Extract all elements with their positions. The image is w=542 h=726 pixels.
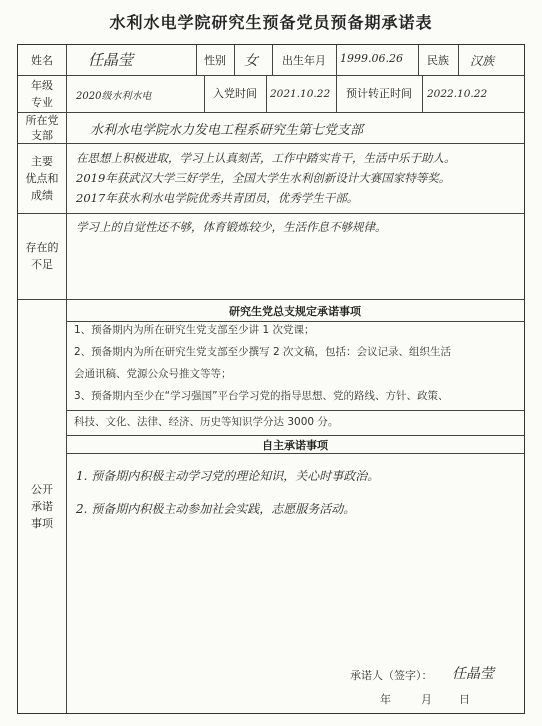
general-item: 2、预备期内为所在研究生党支部至少撰写 2 次文稿，包括：会议记录、组织生活 [74,346,452,358]
form-title: 水利水电学院研究生预备党员预备期承诺表 [109,13,433,32]
ethnic-label: 民族 [427,53,449,67]
strengths-label-line2: 优点和 [25,171,59,185]
strengths-label-line1: 主要 [31,154,53,168]
general-item: 3、预备期内至少在“学习强国”平台学习党的指导思想、党的路线、方针、政策、 [74,390,449,402]
grade-label-line2: 专业 [31,95,53,109]
gender-label: 性别 [204,53,226,67]
name-value: 任晶莹 [88,51,134,69]
general-item: 科技、文化、法律、经济、历史等知识学分达 3000 分。 [74,416,339,428]
self-commitments-header [66,435,524,453]
signer-label: 承诺人（签字）： [350,669,433,682]
weakness-label-line2: 不足 [31,258,53,271]
strengths-line: 在思想上积极进取，学习上认真刻苦，工作中踏实肯干，生活中乐于助人。 [76,151,456,165]
self-commitments-title: 自主承诺事项 [262,439,328,452]
general-commitments-title: 研究生党总支规定承诺事项 [229,305,361,318]
signature: 任晶莹 [452,666,494,682]
date-day: 日 [459,693,470,706]
grade-label [18,75,66,112]
general-item: 会通讯稿、党源公众号推文等等； [74,368,232,380]
name-label: 姓名 [31,53,53,67]
row-divider [18,75,524,76]
row-divider [18,143,524,144]
date-month: 月 [421,693,432,706]
weakness-label-line1: 存在的 [25,241,59,254]
row-divider [66,453,524,454]
col-divider [266,75,267,112]
birth-label: 出生年月 [282,53,326,67]
col-divider [234,45,235,75]
self-item: 1. 预备期内积极主动学习党的理论知识，关心时事政治。 [76,469,380,483]
branch-label [18,112,66,143]
branch-label-line2: 支部 [31,128,53,142]
branch-label-line1: 所在党 [25,113,59,127]
join-date-value: 2021.10.22 [270,88,331,100]
grade-label-line1: 年级 [31,78,53,92]
birth-value: 1999.06.26 [340,52,403,65]
general-item: 1、预备期内为所在研究生党支部至少讲 1 次党课； [74,324,315,336]
commitments-label-line3: 事项 [31,516,53,530]
date-year: 年 [380,693,391,706]
col-divider [66,45,67,713]
weakness-label [18,213,66,299]
commitment-form [17,44,525,714]
general-commitments-header [66,299,524,321]
commitments-label [18,299,66,713]
commitments-label-line2: 承诺 [31,499,53,513]
commitments-label-line1: 公开 [31,482,53,496]
gender-value: 女 [244,53,258,69]
strengths-label [18,143,66,213]
grade-value: 2020级水利水电 [76,91,152,102]
branch-value: 水利水电学院水力发电工程系研究生第七党支部 [90,123,364,138]
join-date-label: 入党时间 [213,87,257,100]
weakness-value: 学习上的自觉性还不够，体育锻炼较少，生活作息不够规律。 [76,220,387,234]
row-divider [18,213,524,214]
expected-date-label: 预计转正时间 [346,87,412,100]
row-divider [18,112,524,113]
col-divider [422,75,423,112]
expected-date-value: 2022.10.22 [427,88,488,100]
strengths-line: 2017年获水利水电学院优秀共青团员，优秀学生干部。 [76,191,359,205]
strengths-line: 2019年获武汉大学三好学生，全国大学生水利创新设计大赛国家特等奖。 [76,171,451,185]
col-divider [336,45,337,75]
col-divider [458,45,459,75]
strengths-label-line3: 成绩 [31,188,53,202]
self-item: 2. 预备期内积极主动参加社会实践，志愿服务活动。 [76,502,356,516]
ethnic-value: 汉族 [470,54,495,68]
